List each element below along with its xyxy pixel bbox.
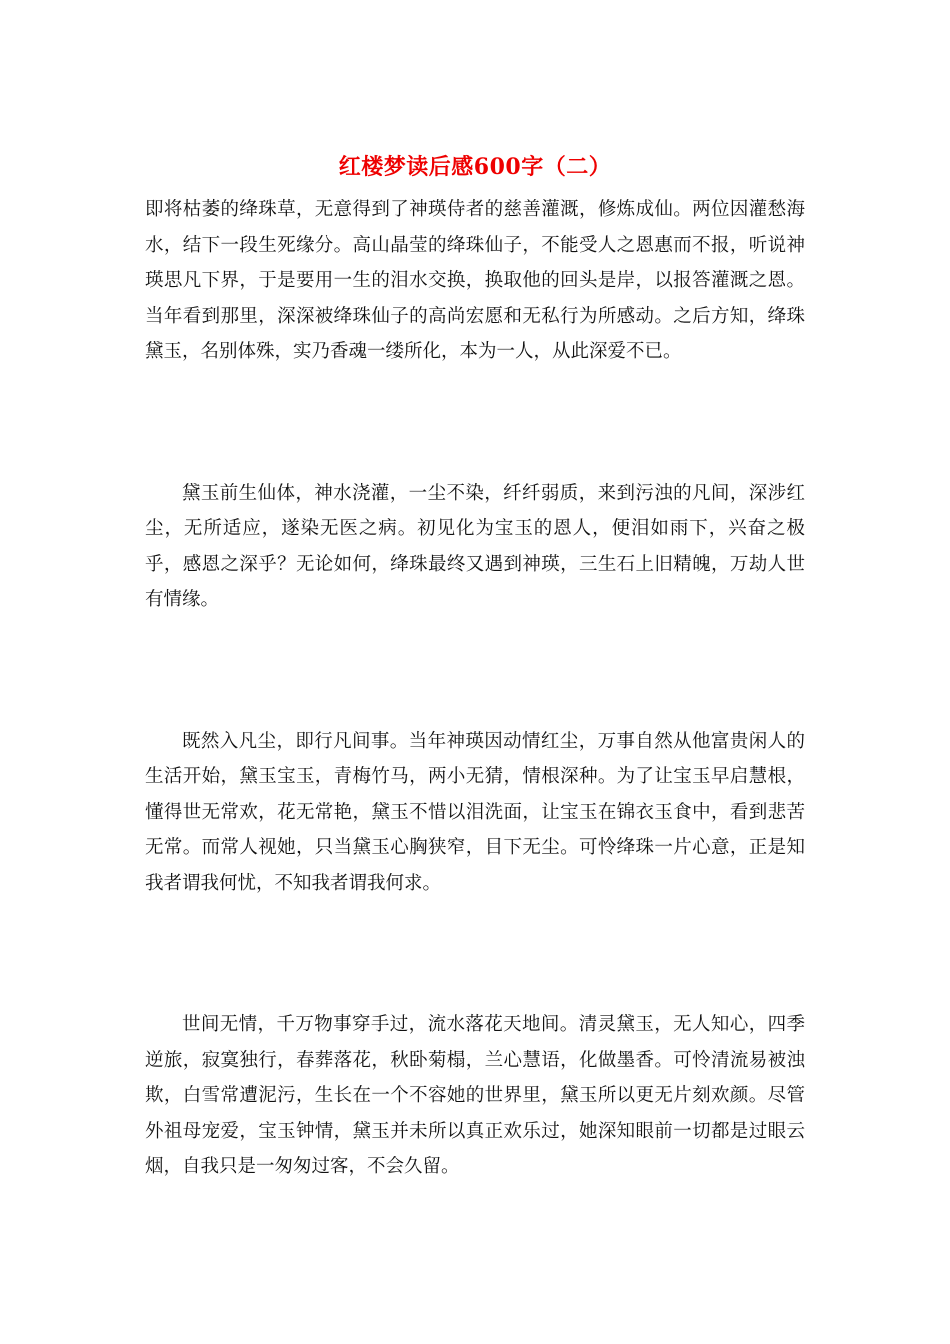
paragraph-4: 世间无情，千万物事穿手过，流水落花天地间。清灵黛玉，无人知心，四季逆旅，寂寞独行，春葬落花，秋卧菊榻，兰心慧语，化做墨香。可怜清流易被浊欺，白雪常遭泥污，生长在一个不容她的世界里，黛玉所以更无片刻欢颜。尽管外祖母宠爱，宝玉钟情，黛玉并未所以真正欢乐过，她深知眼前一切都是过眼云烟，自我只是一匆匆过客，不会久留。 [145,1014,805,1177]
paragraph-gap [145,901,805,1007]
paragraph-2: 黛玉前生仙体，神水浇灌，一尘不染，纤纤弱质，来到污浊的凡间，深涉红尘，无所适应，遂染无医之病。初见化为宝玉的恩人，便泪如雨下，兴奋之极乎，感恩之深乎？无论如何，绛珠最终又遇到神瑛，三生石上旧精魄，万劫人世有情缘。 [145,482,805,610]
document-body [145,192,805,1185]
document-title: 红楼梦读后感600字（二） [338,154,612,180]
paragraph-1: 即将枯萎的绛珠草，无意得到了神瑛侍者的慈善灌溉，修炼成仙。两位因灌愁海水，结下一段生死缘分。高山晶莹的绛珠仙子，不能受人之恩惠而不报，听说神瑛思凡下界，于是要用一生的泪水交换，换取他的回头是岸，以报答灌溉之恩。当年看到那里，深深被绛珠仙子的高尚宏愿和无私行为所感动。之后方知，绛珠黛玉，名别体殊，实乃香魂一缕所化，本为一人，从此深爱不已。 [145,199,805,362]
paragraph-gap [145,370,805,476]
paragraph-gap [145,618,805,724]
paragraph-3: 既然入凡尘，即行凡间事。当年神瑛因动情红尘，万事自然从他富贵闲人的生活开始，黛玉宝玉，青梅竹马，两小无猜，情根深种。为了让宝玉早启慧根，懂得世无常欢，花无常艳，黛玉不惜以泪洗面，让宝玉在锦衣玉食中，看到悲苦无常。而常人视她，只当黛玉心胸狭窄，目下无尘。可怜绛珠一片心意，正是知我者谓我何忧，不知我者谓我何求。 [145,730,805,894]
